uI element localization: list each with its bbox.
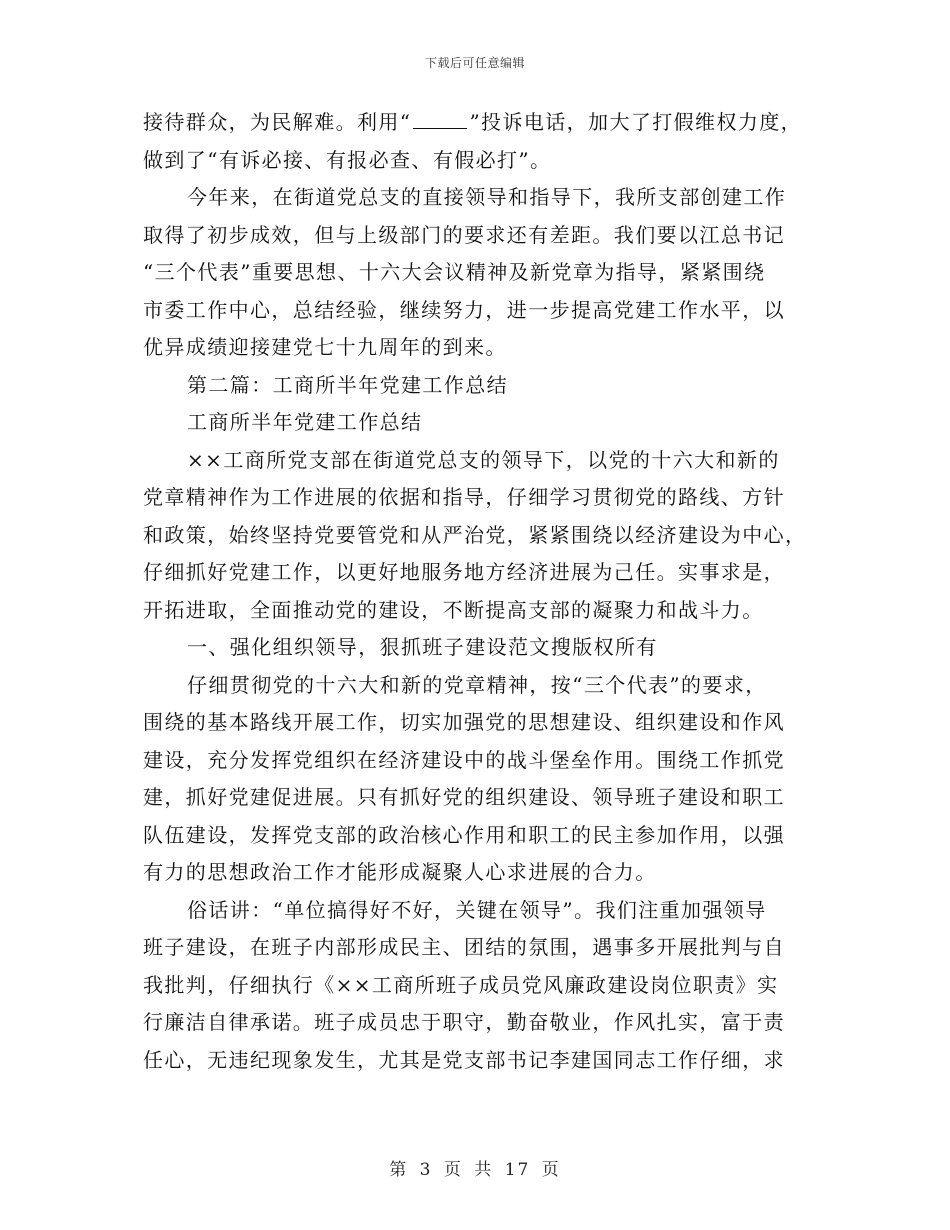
text-segment: ”投诉电话，加大了打假维权力度， — [469, 110, 803, 134]
text-line: 建设，充分发挥党组织在经济建设中的战斗堡垒作用。围绕工作抓党 — [143, 747, 785, 772]
document-title: 工商所半年党建工作总结 — [187, 410, 423, 434]
text-line: 建，抓好党建促进展。只有抓好党的组织建设、领导班子建设和职工 — [143, 785, 785, 809]
text-line: 围绕的基本路线开展工作，切实加强党的思想建设、组织建设和作风 — [143, 710, 785, 734]
section-heading: 第二篇：工商所半年党建工作总结 — [187, 372, 508, 397]
text-line: 我批判，仔细执行《××工商所班子成员党风廉政建设岗位职责》实 — [143, 972, 779, 997]
text-line — [143, 104, 803, 142]
text-line: 队伍建设，发挥党支部的政治核心作用和职工的民主参加作用，以强 — [143, 822, 785, 847]
paragraph-start-line: 俗话讲：“单位搞得好不好，关键在领导”。我们注重加强领导 — [187, 897, 767, 922]
document-body — [143, 104, 807, 1079]
text-line: 市委工作中心，总结经验，继续努力，进一步提高党建工作水平，以 — [143, 297, 785, 322]
text-line: 取得了初步成效，但与上级部门的要求还有差距。我们要以江总书记 — [143, 222, 785, 247]
page-header: 下载后可任意编辑 — [424, 56, 525, 70]
text-line: 仔细抓好党建工作，以更好地服务地方经济进展为己任。实事求是， — [143, 560, 785, 584]
text-line: 和政策，始终坚持党要管党和从严治党，紧紧围绕以经济建设为中心， — [143, 522, 807, 547]
text-line: 开拓进取，全面推动党的建设，不断提高支部的凝聚力和战斗力。 — [143, 597, 764, 622]
text-line: 行廉洁自律承诺。班子成员忠于职守，勤奋敬业，作风扎实，富于责 — [143, 1010, 785, 1034]
text-line: 党章精神作为工作进展的依据和指导，仔细学习贯彻党的路线、方针 — [143, 485, 785, 509]
page-number-footer: 第 3 页 共 17 页 — [389, 1160, 561, 1180]
paragraph-start-line: 仔细贯彻党的十六大和新的党章精神，按“三个代表”的要求， — [187, 672, 767, 697]
blank-underline — [413, 112, 467, 129]
text-line: 任心，无违纪现象发生，尤其是党支部书记李建国同志工作仔细，求 — [143, 1047, 785, 1072]
text-line: 班子建设，在班子内部形成民主、团结的氛围，遇事多开展批判与自 — [143, 935, 785, 959]
paragraph-start-line: 今年来，在街道党总支的直接领导和指导下，我所支部创建工作 — [187, 185, 787, 209]
text-line: 做到了“有诉必接、有报必查、有假必打”。 — [143, 147, 552, 172]
text-line: 有力的思想政治工作才能形成凝聚人心求进展的合力。 — [143, 860, 657, 884]
text-line: 优异成绩迎接建党七十九周年的到来。 — [143, 335, 507, 359]
text-line: “三个代表”重要思想、十六大会议精神及新党章为指导，紧紧围绕 — [143, 260, 766, 284]
text-segment: 接待群众，为民解难。利用“ — [143, 110, 412, 134]
paragraph-start-line: ××工商所党支部在街道党总支的领导下，以党的十六大和新的 — [187, 447, 780, 472]
subsection-heading: 一、强化组织领导，狠抓班子建设范文搜版权所有 — [187, 635, 658, 659]
